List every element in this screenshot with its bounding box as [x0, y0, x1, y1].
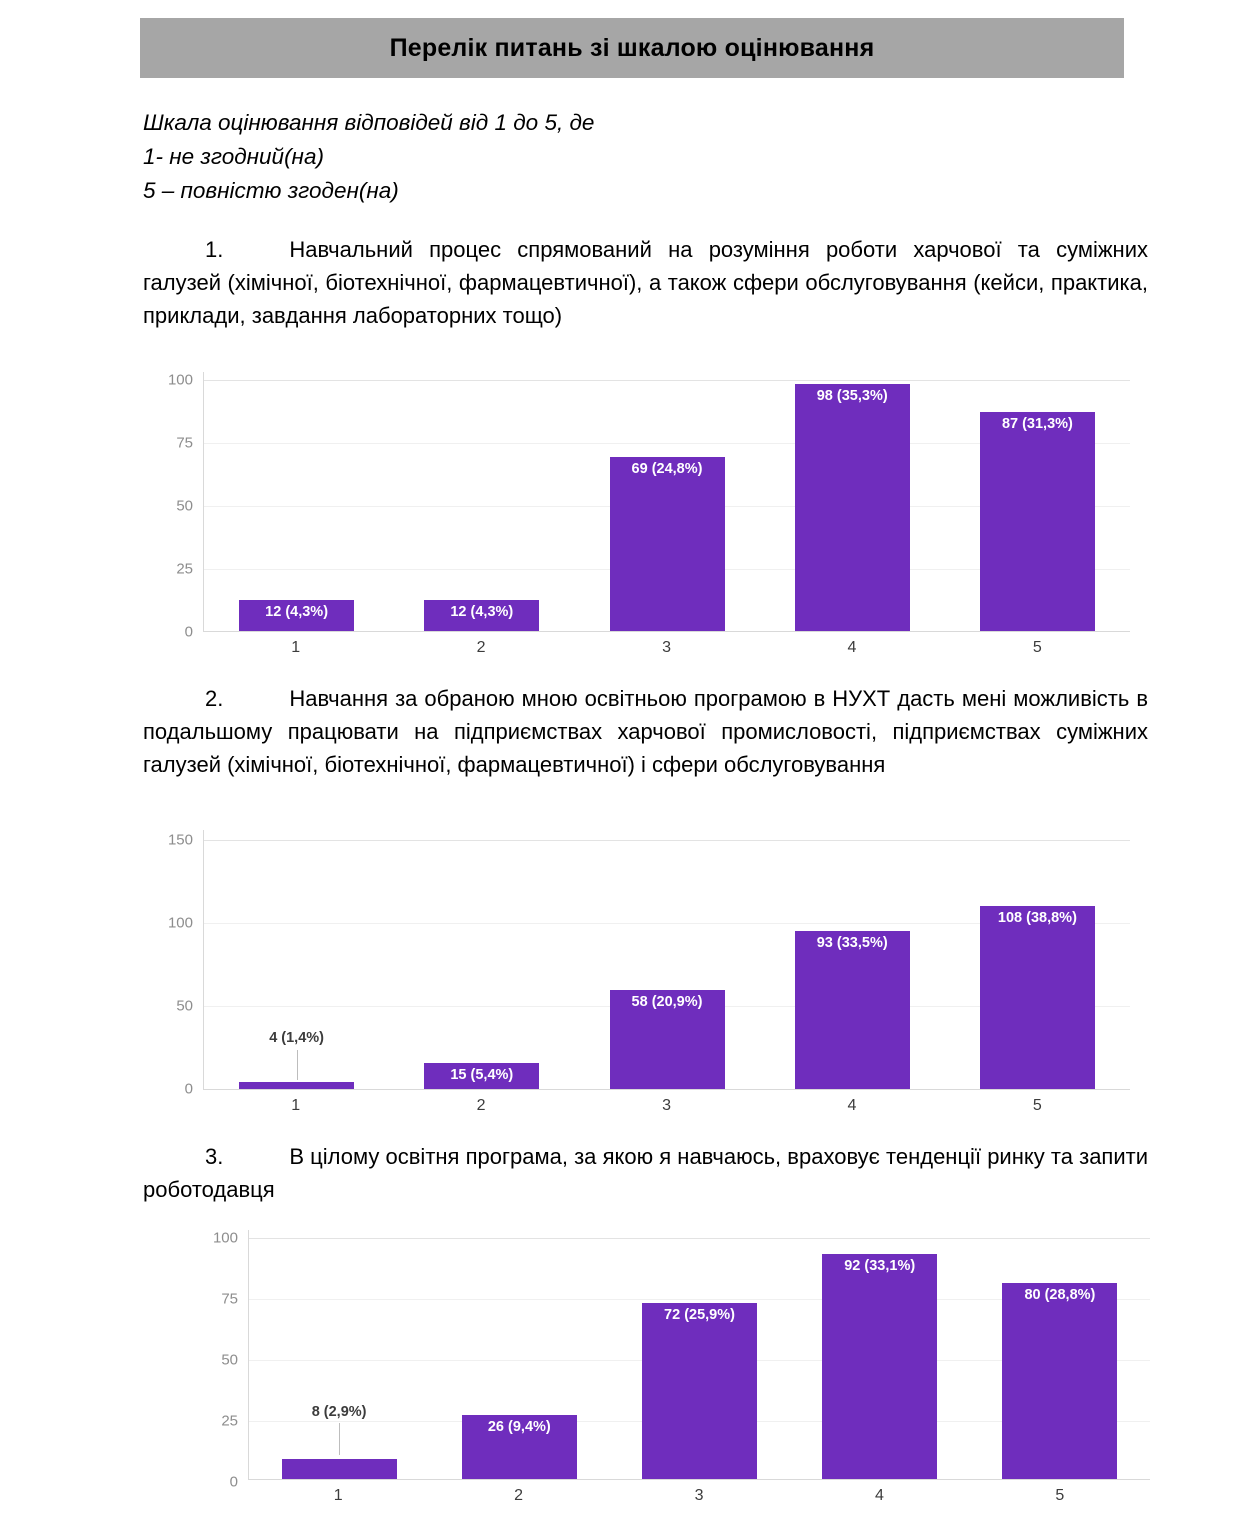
chart-2-bar-5[interactable] [980, 906, 1095, 1089]
chart-1-bar-1-label: 12 (4,3%) [265, 604, 329, 620]
chart-1-bars [204, 372, 1130, 631]
chart-3-bar-5[interactable] [1002, 1283, 1117, 1479]
chart-3-ytick-50: 50 [221, 1351, 238, 1369]
chart-2-xtick-3: 3 [662, 1097, 671, 1114]
chart-3-ytick-25: 25 [221, 1412, 238, 1430]
chart-2-bar-1[interactable] [239, 1030, 354, 1089]
chart-1-bar-slot-4 [760, 372, 945, 631]
chart-1-bar-slot-5 [945, 372, 1130, 631]
chart-2-bar-slot-5 [945, 830, 1130, 1089]
chart-2-bars [204, 830, 1130, 1089]
chart-2-x-axis [203, 1092, 1130, 1120]
chart-1-ytick-25: 25 [176, 560, 193, 578]
chart-3-bar-2[interactable] [462, 1415, 577, 1479]
chart-1-bar-4-label: 98 (35,3%) [816, 388, 888, 404]
chart-1-ytick-75: 75 [176, 434, 193, 452]
chart-question-3 [200, 1230, 1150, 1510]
page-title: Перелік питань зі шкалою оцінювання [389, 33, 875, 62]
question-1-text: Навчальний процес спрямований на розуміння роботи харчової та суміжних галузей (хімічної, біотехнічної, фармацевтичної), а також сфери обслуговування (кейси, практика, приклади, завдання лабораторних тощо) [143, 237, 1148, 328]
chart-1-bar-3-label: 69 (24,8%) [631, 461, 703, 477]
chart-question-2 [155, 830, 1130, 1120]
chart-2-bar-1-label: 4 (1,4%) [269, 1030, 324, 1046]
chart-2-bar-slot-2 [389, 830, 574, 1089]
chart-1-x-axis [203, 634, 1130, 662]
chart-1-plot [203, 372, 1130, 632]
chart-3-bar-3-label: 72 (25,9%) [664, 1307, 735, 1323]
chart-1-ytick-0: 0 [184, 623, 193, 641]
chart-2-xtick-5: 5 [1032, 1097, 1042, 1114]
question-2 [143, 682, 1148, 781]
chart-1-bar-1[interactable] [239, 600, 354, 631]
chart-3-y-axis [200, 1230, 246, 1510]
chart-3-bar-1-label: 8 (2,9%) [311, 1404, 367, 1420]
chart-2-bar-3[interactable] [610, 990, 725, 1089]
chart-1-bar-5[interactable] [980, 412, 1095, 631]
chart-3-ytick-0: 0 [229, 1473, 238, 1491]
chart-2-bar-4-label: 93 (33,5%) [816, 935, 888, 951]
chart-2-plot [203, 830, 1130, 1090]
chart-3-bar-slot-1 [249, 1230, 429, 1479]
chart-question-1 [155, 372, 1130, 662]
chart-2-y-axis [155, 830, 201, 1120]
chart-1-bar-slot-3 [574, 372, 759, 631]
chart-3-xtick-2: 2 [514, 1487, 524, 1504]
chart-1-xtick-3: 3 [662, 639, 671, 656]
chart-1-bar-5-label: 87 (31,3%) [1001, 416, 1073, 432]
chart-1-xtick-2: 2 [476, 639, 486, 656]
chart-3-bar-1-leader [339, 1423, 340, 1455]
chart-3-bar-3[interactable] [642, 1303, 757, 1479]
chart-1-bar-2[interactable] [424, 600, 539, 631]
chart-3-bar-slot-2 [429, 1230, 609, 1479]
chart-2-ytick-150: 150 [167, 831, 193, 849]
chart-1-bar-slot-1 [204, 372, 389, 631]
chart-3-bar-4-label: 92 (33,1%) [844, 1258, 916, 1274]
question-2-text: Навчання за обраною мною освітньою програмою в НУХТ дасть мені можливість в подальшому працювати на підприємствах харчової промисловості, підприємствах суміжних галузей (хімічної, біотехнічної, фармацевтичної) і сфери обслуговування [143, 686, 1148, 777]
chart-2-xtick-4: 4 [847, 1097, 857, 1114]
chart-3-bar-4[interactable] [822, 1254, 937, 1479]
chart-3-bar-slot-5 [970, 1230, 1150, 1479]
chart-2-bar-3-label: 58 (20,9%) [631, 994, 703, 1010]
chart-3-x-axis [248, 1482, 1150, 1510]
chart-1-xtick-5: 5 [1032, 639, 1042, 656]
question-1-number: 1. [205, 237, 224, 262]
chart-3-bars [249, 1230, 1150, 1479]
chart-3-bar-1[interactable] [282, 1404, 397, 1479]
chart-2-bar-2[interactable] [424, 1063, 539, 1089]
chart-3-plot [248, 1230, 1150, 1480]
chart-2-bar-slot-4 [760, 830, 945, 1089]
question-2-number: 2. [205, 686, 224, 711]
chart-1-xtick-4: 4 [847, 639, 857, 656]
chart-2-bar-slot-1 [204, 830, 389, 1089]
chart-3-xtick-3: 3 [694, 1487, 704, 1504]
chart-3-ytick-100: 100 [212, 1229, 238, 1247]
question-3 [143, 1140, 1148, 1206]
question-3-number: 3. [205, 1144, 224, 1169]
chart-1-ytick-50: 50 [176, 497, 193, 515]
intro-line-3: 5 – повністю згоден(на) [143, 178, 399, 203]
chart-2-bar-slot-3 [574, 830, 759, 1089]
chart-3-ytick-75: 75 [221, 1290, 238, 1308]
question-1 [143, 233, 1148, 332]
chart-2-ytick-0: 0 [184, 1080, 193, 1098]
chart-3-xtick-5: 5 [1055, 1487, 1065, 1504]
chart-2-bar-4[interactable] [795, 931, 910, 1089]
chart-2-bar-1-leader [297, 1050, 298, 1080]
chart-3-bar-2-label: 26 (9,4%) [487, 1419, 551, 1435]
chart-3-bar-slot-4 [790, 1230, 970, 1479]
question-3-text: В цілому освітня програма, за якою я навчаюсь, враховує тенденції ринку та запити роботодавця [143, 1144, 1148, 1202]
chart-2-ytick-50: 50 [176, 997, 193, 1015]
chart-1-bar-3[interactable] [610, 457, 725, 631]
chart-1-bar-2-label: 12 (4,3%) [450, 604, 514, 620]
chart-1-bar-4[interactable] [795, 384, 910, 631]
chart-1-y-axis [155, 372, 201, 662]
chart-2-ytick-100: 100 [167, 914, 193, 932]
chart-1-ytick-100: 100 [167, 371, 193, 389]
chart-1-bar-slot-2 [389, 372, 574, 631]
chart-2-xtick-1: 1 [291, 1097, 301, 1114]
chart-2-bar-2-label: 15 (5,4%) [450, 1067, 514, 1083]
page-title-banner [140, 18, 1124, 78]
chart-3-bar-5-label: 80 (28,8%) [1024, 1287, 1096, 1303]
chart-2-bar-5-label: 108 (38,8%) [997, 910, 1077, 926]
intro-block [143, 106, 1143, 208]
intro-line-1: Шкала оцінювання відповідей від 1 до 5, де [143, 110, 595, 135]
chart-3-bar-slot-3 [609, 1230, 789, 1479]
chart-1-xtick-1: 1 [291, 639, 301, 656]
chart-3-xtick-1: 1 [333, 1487, 343, 1504]
chart-2-xtick-2: 2 [476, 1097, 486, 1114]
chart-3-xtick-4: 4 [874, 1487, 884, 1504]
intro-line-2: 1- не згодний(на) [143, 144, 324, 169]
